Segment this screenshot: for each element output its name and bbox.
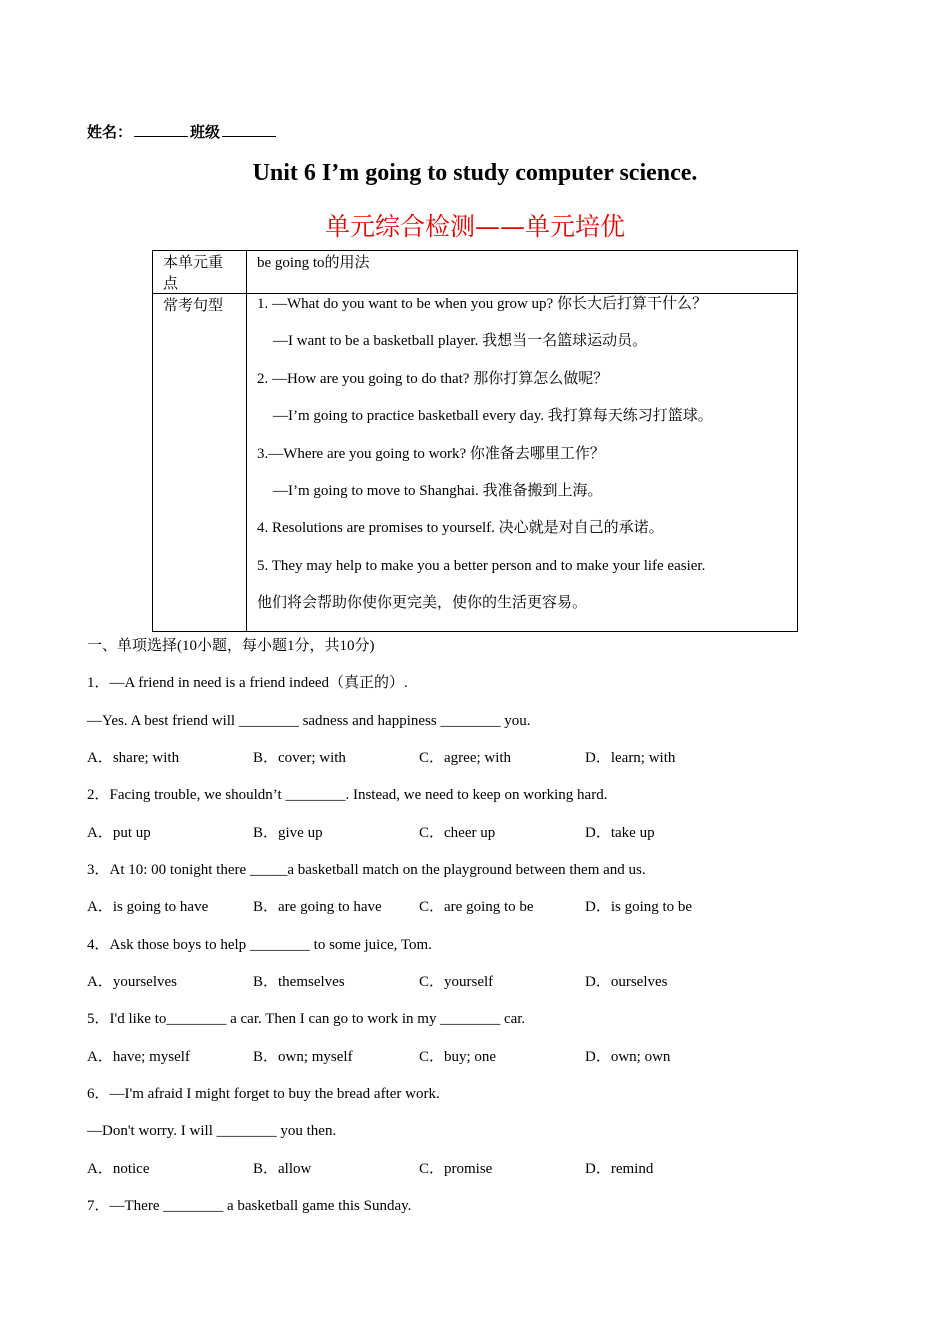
question-stem: 6．—I'm afraid I might forget to buy the bread after work. xyxy=(87,1086,440,1103)
option-d[interactable]: D．own; own xyxy=(585,1048,671,1065)
option-a[interactable]: A．share; with xyxy=(87,750,180,767)
focus-label-cell: 本单元重点 xyxy=(153,251,247,294)
question-stem: 1．—A friend in need is a friend indeed（真正的）. xyxy=(87,675,408,692)
table-row xyxy=(153,294,798,632)
option-b[interactable]: B．cover; with xyxy=(253,750,346,767)
unit-focus-table xyxy=(152,250,798,632)
sentence-line: —I’m going to move to Shanghai. 我准备搬到上海。 xyxy=(273,482,603,499)
question-stem: 3．At 10: 00 tonight there _____a basketball match on the playground between them and us. xyxy=(87,862,646,879)
option-b[interactable]: B．allow xyxy=(253,1160,312,1177)
class-label: 班级 xyxy=(190,123,221,141)
option-a[interactable]: A．notice xyxy=(87,1160,150,1177)
name-label: 姓名： xyxy=(87,123,133,141)
question-stem: 4．Ask those boys to help ________ to some juice, Tom. xyxy=(87,936,432,953)
question-section xyxy=(87,636,867,1234)
name-class-line xyxy=(87,121,278,142)
option-b[interactable]: B．own; myself xyxy=(253,1048,353,1065)
option-c[interactable]: C．agree; with xyxy=(419,750,512,767)
option-c[interactable]: C．buy; one xyxy=(419,1048,497,1065)
option-d[interactable]: D．ourselves xyxy=(585,974,668,991)
sentence-line: 5. They may help to make you a better person and to make your life easier. xyxy=(257,557,706,574)
sentence-line: 4. Resolutions are promises to yourself. 决心就是对自己的承诺。 xyxy=(257,520,664,537)
question-stem: —Yes. A best friend will ________ sadness and happiness ________ you. xyxy=(87,712,531,729)
question-stem: 5．I'd like to________ a car. Then I can go to work in my ________ car. xyxy=(87,1011,526,1028)
option-a[interactable]: A．yourselves xyxy=(87,974,177,991)
name-blank[interactable] xyxy=(134,122,188,137)
option-d[interactable]: D．take up xyxy=(585,824,655,841)
option-row xyxy=(87,1047,867,1084)
option-row xyxy=(87,1159,867,1196)
option-a[interactable]: A．put up xyxy=(87,824,151,841)
table-row xyxy=(153,251,798,294)
sentence-line: 3.—Where are you going to work? 你准备去哪里工作？ xyxy=(257,445,605,462)
class-blank[interactable] xyxy=(222,122,276,137)
sentence-line: —I want to be a basketball player. 我想当一名篮球运动员。 xyxy=(273,333,648,350)
option-c[interactable]: C．yourself xyxy=(419,974,494,991)
option-a[interactable]: A．is going to have xyxy=(87,899,209,916)
option-b[interactable]: B．give up xyxy=(253,824,323,841)
sentence-line: 1. —What do you want to be when you grow up? 你长大后打算干什么？ xyxy=(257,296,707,312)
question-stem: —Don't worry. I will ________ you then. xyxy=(87,1123,337,1140)
section-heading: 一、单项选择(10小题，每小题1分，共10分) xyxy=(87,638,375,654)
option-b[interactable]: B．themselves xyxy=(253,974,345,991)
focus-value-cell: be going to的用法 xyxy=(247,251,798,294)
option-b[interactable]: B．are going to have xyxy=(253,899,382,916)
option-row xyxy=(87,897,867,934)
question-stem: 7．—There ________ a basketball game this Sunday. xyxy=(87,1198,412,1215)
option-d[interactable]: D．remind xyxy=(585,1160,654,1177)
option-c[interactable]: C．promise xyxy=(419,1160,493,1177)
option-c[interactable]: C．cheer up xyxy=(419,824,496,841)
option-row xyxy=(87,972,867,1009)
option-c[interactable]: C．are going to be xyxy=(419,899,534,916)
option-d[interactable]: D．is going to be xyxy=(585,899,693,916)
option-d[interactable]: D．learn; with xyxy=(585,750,676,767)
sentences-cell xyxy=(247,294,798,632)
option-a[interactable]: A．have; myself xyxy=(87,1048,190,1065)
page-subtitle: 单元综合检测——单元培优 xyxy=(324,212,625,241)
sentences-label-cell: 常考句型 xyxy=(153,294,247,632)
sentence-line: 2. —How are you going to do that? 那你打算怎么做呢？ xyxy=(257,370,609,387)
option-row xyxy=(87,823,867,860)
page-title: Unit 6 I’m going to study computer science. xyxy=(252,160,698,186)
option-row xyxy=(87,748,867,785)
question-stem: 2．Facing trouble, we shouldn’t ________. Instead, we need to keep on working hard. xyxy=(87,787,608,804)
sentence-line: —I’m going to practice basketball every day. 我打算每天练习打篮球。 xyxy=(273,408,713,425)
sentence-line: 他们将会帮助你使你更完美，使你的生活更容易。 xyxy=(257,595,588,612)
